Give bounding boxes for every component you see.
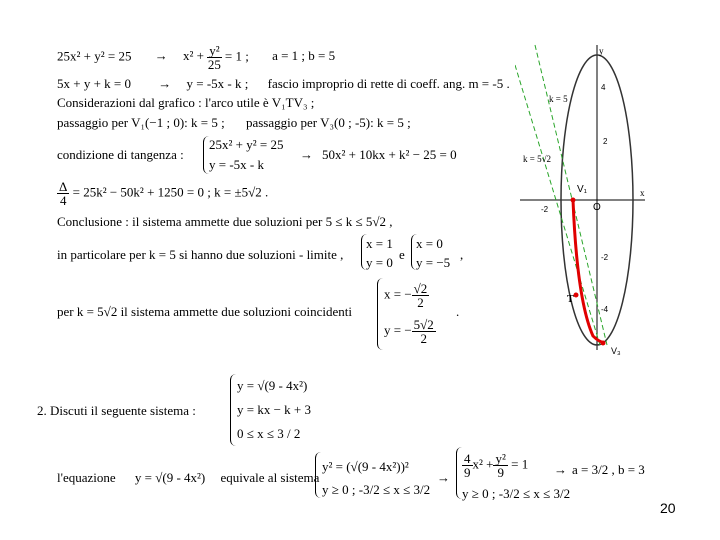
tick-minus2-y: -2 xyxy=(601,253,609,262)
exercise-eq2: y = kx − k + 3 xyxy=(237,402,311,417)
tick-4-y: 4 xyxy=(601,83,606,92)
equivalent-system-brace xyxy=(315,452,322,498)
comma: , xyxy=(460,247,464,262)
solution1-y: y = 0 xyxy=(366,255,393,270)
ellipse-eq1: $\frac{4}{9}$ x² + $\frac{\text{y²}}{9}$ = 1 xyxy=(464,451,529,480)
resolvent-equation: 50x² + 10kx + k² − 25 = 0 xyxy=(322,147,457,162)
page-number: 20 xyxy=(660,500,676,516)
equation-line-family: 5x + y + k = 0 → y = -5x - k ; fascio improprio di rette di coeff. ang. m = -5 . xyxy=(57,76,510,91)
tick-minus2-x: -2 xyxy=(541,205,549,214)
equivalent-eq1: y² = (√(9 - 4x²))² xyxy=(322,459,409,474)
discriminant-condition: $\frac{\Delta}{4}$ = 25k² − 50k² + 1250 = 0 ; k = ±5√2 . xyxy=(59,179,269,208)
coincident-y: y = − $\frac{5√2}{2}$ xyxy=(384,317,434,346)
coincident-brace xyxy=(377,278,384,350)
y-axis-label: y xyxy=(599,46,604,56)
x-axis-label: x xyxy=(640,188,645,198)
period: . xyxy=(456,304,460,319)
v3-label: V₃ xyxy=(611,346,621,356)
exercise-eq1: y = √(9 - 4x²) xyxy=(237,378,308,393)
graph-considerations: Considerazioni dal grafico : l'arco utile è V₁TV₃ ; xyxy=(57,95,315,110)
arrow-2: → xyxy=(437,470,450,485)
point-v1 xyxy=(571,198,576,203)
arrow: → xyxy=(300,147,313,162)
ellipse-eq2: y ≥ 0 ; -3/2 ≤ x ≤ 3/2 xyxy=(462,486,571,501)
solution2-y: y = −5 xyxy=(416,255,451,270)
semi-axes-result: a = 3/2 , b = 3 xyxy=(572,462,645,477)
ellipse-graph xyxy=(515,40,665,360)
origin-label: O xyxy=(593,202,601,213)
k5-label: k = 5 xyxy=(549,94,568,104)
point-v3 xyxy=(601,341,606,346)
coincident-solutions-text: per k = 5√2 il sistema ammette due soluzioni coincidenti xyxy=(57,304,352,319)
point-t xyxy=(574,293,579,298)
tangency-eq2: y = -5x - k xyxy=(209,157,264,172)
exercise-system-brace xyxy=(230,374,237,446)
exercise-2-title: 2. Discuti il seguente sistema : xyxy=(37,403,196,418)
solution1-x: x = 1 xyxy=(366,236,393,251)
v1-label: V₁ xyxy=(577,184,588,195)
tangency-eq1: 25x² + y² = 25 xyxy=(209,137,284,152)
equation-ellipse: 25x² + y² = 25 → x² + $\frac{\text{y²}}{25}$ = 1 ; a = 1 ; b = 5 xyxy=(57,43,336,72)
t-label: T xyxy=(567,294,574,305)
arrow-3: → xyxy=(554,462,567,477)
equivalence-text: l'equazione y = √(9 - 4x²) equivale al sistema xyxy=(57,470,320,485)
tick-minus4-y: -4 xyxy=(601,305,609,314)
coincident-x: x = − $\frac{√2}{2}$ xyxy=(384,281,428,310)
tick-2-y: 2 xyxy=(603,137,608,146)
solution2-x: x = 0 xyxy=(416,236,443,251)
limit-solutions-text: in particolare per k = 5 si hanno due soluzioni - limite , xyxy=(57,247,344,262)
equivalent-eq2: y ≥ 0 ; -3/2 ≤ x ≤ 3/2 xyxy=(322,482,431,497)
conclusion: Conclusione : il sistema ammette due soluzioni per 5 ≤ k ≤ 5√2 , xyxy=(57,214,393,229)
passage-conditions: passaggio per V₁(−1 ; 0): k = 5 ; passaggio per V₃(0 ; -5): k = 5 ; xyxy=(57,115,411,130)
tangency-label: condizione di tangenza : xyxy=(57,147,184,162)
exercise-eq3: 0 ≤ x ≤ 3 / 2 xyxy=(237,426,301,441)
conjunction: e xyxy=(399,247,405,262)
line-k5r2 xyxy=(515,65,600,345)
k5r2-label: k = 5√2 xyxy=(523,154,552,164)
